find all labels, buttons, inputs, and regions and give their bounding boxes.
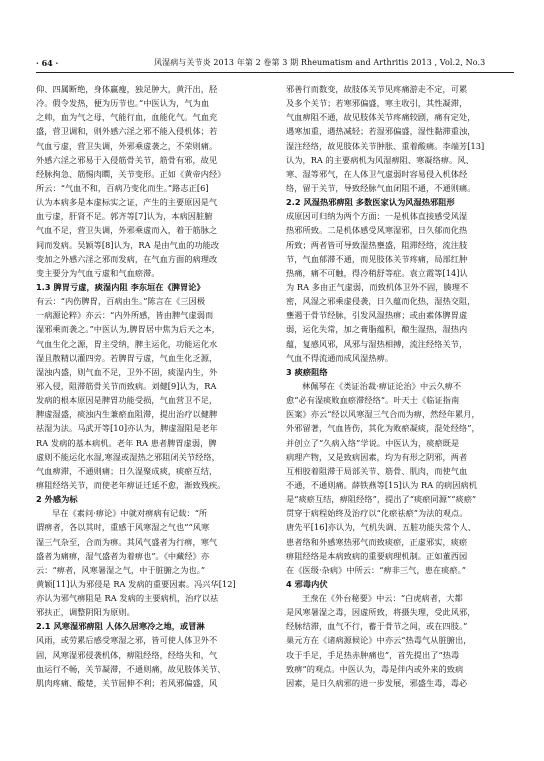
text-line: 节，气血郁滞不通，而见肢体关节疼痛，局部红肿 xyxy=(286,253,468,264)
text-line: 血亏虚，肝肾不足。郭齐等[7]认为，本病因脏腑 xyxy=(36,211,213,222)
text-line: 谓痹者，各以其时，重感于风寒湿之气也”“风寒 xyxy=(36,522,210,533)
text-line: 认为，RA 的主要病机为风湿痹阻、寒凝络痹。风、 xyxy=(286,154,474,165)
text-line: 病理产物，又是致病因素，均为有形之阴邪，两者 xyxy=(286,451,468,462)
text-line: 风雨，或劳累后感受寒湿之邪，皆可使人体卫外不 xyxy=(36,635,218,646)
section-heading-line: 2.2 风湿热邪痹阻 多数医家认为风湿热邪阻形 xyxy=(286,197,455,208)
section-heading-line: 3 痰瘀阻络 xyxy=(286,366,328,377)
text-line: 气血痹滞，不通则痛；日久湿聚成痰，痰瘀互结， xyxy=(36,465,218,476)
text-line: 痹阻经络关节，而使老年痹证迁延不愈，渐致残疾。 xyxy=(36,479,226,490)
text-line: 是“痰瘀互结，痹阻经络”，提出了“痰瘀同源”“痰瘀” xyxy=(286,494,477,505)
text-line: 壅遏于骨节经脉，引发风湿热痹；或由素体脾胃虚 xyxy=(286,310,468,321)
text-line: 遇寒加重，遇热减轻；若湿邪偏盛，湿性黏滞重浊， xyxy=(286,126,476,137)
running-header xyxy=(36,56,514,73)
text-line: 湿邪乘而袭之。”中医认为,脾胃居中焦为后天之本， xyxy=(36,324,221,335)
text-line: 热痛，痛不可触，得冷稍舒等症。袁立霞等[14]认 xyxy=(286,267,468,278)
text-line: 仰、四属断绝，身体羸瘦，独足肿大，黄汗出，胫 xyxy=(36,84,218,94)
text-line: 攻于手足，手足热赤肿痛也”，首先提出了“热毒 xyxy=(286,649,460,660)
text-line: 邪扶正，调整阴阳为原则。 xyxy=(36,607,135,618)
text-line: 早在《素问·痹论》中就对痹病有记载：“所 xyxy=(52,508,208,519)
text-line: 所致；两者皆可导致湿热壅盛，阻滞经络，流注肢 xyxy=(286,239,468,250)
text-line: 在《医级·杂病》中所云：“痹非三气，患在痰瘀。” xyxy=(286,564,467,575)
text-line: 湿浊内盛，则气血不足，卫外不固，痰湿内生，外 xyxy=(36,366,218,377)
text-line: 气血痹阻不通，故见肢体关节疼痛较剧，痛有定处， xyxy=(286,112,476,123)
text-line: 固，风寒湿邪侵袭机体，痹阻经络，经络失和，气 xyxy=(36,649,218,660)
text-line: 愈“必有湿痰败血瘀滞经络”。叶天士《临证指南 xyxy=(286,395,460,406)
page-number: · 64 · xyxy=(36,58,59,68)
text-line: 湿三气杂至，合而为痹。其风气盛者为行痹，寒气 xyxy=(36,536,218,547)
text-line: 热邪所致。二是机体感受风寒湿邪，日久郁而化热 xyxy=(286,225,468,236)
text-line: 亦认为邪气痹阻是 RA 发病的主要病机，治疗以祛 xyxy=(36,593,219,604)
text-line: 林佩琴在《类证治裁·痹证论治》中云久痹不 xyxy=(302,380,462,391)
text-line: 之帅，血为气之母，气能行血，血能化气。气血充 xyxy=(36,112,218,123)
section-heading-line: 2 外感为标 xyxy=(36,494,78,505)
text-line: 因素，是日久病邪的进一步发展，邪盛生毒，毒必 xyxy=(286,677,468,688)
text-line: 互相胶着阻滞于局部关节、筋骨、肌肉，而使气血 xyxy=(286,465,468,476)
text-line: 巢元方在《诸病源候论》中亦云“热毒气从脏腑出， xyxy=(286,635,472,646)
article-body xyxy=(36,82,514,732)
text-line: 盛，营卫调和，则外感六淫之邪不能入侵机体；若 xyxy=(36,126,218,137)
text-line: 是风寒暑湿之毒，因虚所致，将摄失理，受此风邪， xyxy=(286,607,476,618)
text-line: 肌肉疼痛、酸楚，关节屈伸不利；若风邪偏盛，风 xyxy=(36,677,218,688)
text-line: 密，风湿之邪乘虚侵袭，日久蕴而化热，湿热交阻， xyxy=(286,296,476,307)
text-line: 发病的根本原因是脾胃功能受损，气血营卫不足， xyxy=(36,395,218,406)
text-line: 变加之外感六淫之邪而发病，在气血方面的病理改 xyxy=(36,253,218,264)
text-line: 气血不得流通而成风湿热痹。 xyxy=(286,352,394,363)
text-line: 脾虚湿盛，痰浊内生兼瘀血阻滞，提出治疗以健脾 xyxy=(36,409,218,420)
text-line: 间而发病。吴颖等[8]认为，RA 是由气血的功能改 xyxy=(36,239,220,250)
text-line: 气血亏虚，营卫失调，外邪乘虚袭之，不荣则痛。 xyxy=(36,140,218,151)
section-heading-line: 2.1 风寒湿邪痹阻 人体久居寒冷之地，或冒淋 xyxy=(36,621,205,632)
text-line: 变主要分为气血亏虚和气血瘀滞。 xyxy=(36,267,160,278)
text-line: 一病源论粹》亦云：“内外所感，皆由脾气虚弱而 xyxy=(36,310,214,321)
text-line: 虚则不能运化水湿,寒湿或湿热之邪阻闭关节经络， xyxy=(36,451,220,462)
text-line: 络，留于关节，导致经脉气血闭阻不通，不通则痛。 xyxy=(286,182,476,193)
journal-header: 风湿病与关节炎 2013 年第 2 卷第 3 期 Rheumatism and Arthritis 2013 , Vol.2, No.3 xyxy=(154,58,486,67)
text-line: 蕴，复感风邪，风邪与湿热相搏，流注经络关节， xyxy=(286,338,468,349)
text-line: 及多个关节；若寒邪偏盛，寒主收引，其性凝滞， xyxy=(286,98,468,109)
text-line: 黄颖[11]认为邪侵是 RA 发病的重要因素。冯兴华[12] xyxy=(36,578,236,589)
text-line: 不通，不通则痛。薛铁燕等[15]认为 RA 的病因病机 xyxy=(286,479,478,490)
text-line: 王焘在《外台秘要》中云：“白虎病者，大都 xyxy=(302,593,463,604)
right-column xyxy=(286,82,514,690)
text-line: 冷。假令发热，便为历节也。”中医认为，气为血 xyxy=(36,98,210,109)
text-line: 经脉拘急、筋惕肉瞤，关节变形。正如《黄帝内经》 xyxy=(36,168,226,179)
text-line: 有云：“内伤脾胃，百病由生。”陈言在《三因极 xyxy=(36,296,206,307)
text-line: RA 发病的基本病机。老年 RA 患者脾胃虚弱，脾 xyxy=(36,437,217,448)
text-line: 气血不足，营卫失调，外邪乘虚而入，着于筋脉之 xyxy=(36,225,218,236)
text-line: 气血生化之源，胃主受纳，脾主运化，功能运化水 xyxy=(36,338,218,349)
text-line: 云：“痹者，风寒暑湿之气，中于脏腑之为也。” xyxy=(36,564,206,575)
text-line: 贯穿于病程始终及治疗以“化瘀祛瘀”为法的观点。 xyxy=(286,508,468,519)
text-line: 湿且散精以灌四旁。若脾胃亏虚，气血生化乏源， xyxy=(36,352,218,363)
left-column xyxy=(36,82,264,690)
text-line: 唐先平[16]亦认为，气机失调、五脏功能失常个人、 xyxy=(286,522,476,533)
text-line: 祛湿为法。马武开等[10]亦认为，脾虚湿阻是老年 xyxy=(36,423,218,434)
section-heading-line: 4 邪毒内伏 xyxy=(286,578,328,589)
text-line: 所云：“气血不和，百病乃变化而生。”路志正[6] xyxy=(36,182,209,193)
text-line: 外感六淫之邪易于入侵筋骨关节，筋骨有邪，故见 xyxy=(36,154,218,165)
text-line: 痹阻经络是本病致病的重要病理机制。正如董西园 xyxy=(286,550,468,561)
text-line: 血运行不畅，关节凝滞，不通则痛，故见肢体关节、 xyxy=(36,663,226,674)
text-line: 寒、湿等邪气，在人体卫气虚弱时容易侵入机体经 xyxy=(286,168,468,179)
text-line: 致痹”的观点。中医认为，毒是伴内或外来的致病 xyxy=(286,663,464,674)
text-line: 外邪留著，气血皆伤，其化为败瘀凝痰，混处经络”， xyxy=(286,423,480,434)
text-line: 弱，运化失常，加之膏脂蕴积，酿生湿热，湿热内 xyxy=(286,324,468,335)
text-line: 并创立了“久病入络”学说。中医认为，痰瘀既是 xyxy=(286,437,460,448)
text-line: 湿注经络，故见肢体关节肿胀、重着酸痛。李端芳[13] xyxy=(286,140,485,151)
text-line: 成原因可归纳为两个方面：一是机体直接感受风湿 xyxy=(286,211,468,222)
text-line: 认为本病多是本虚标实之证，产生的主要原因是气 xyxy=(36,197,218,208)
text-line: 患者络和外感寒热邪气而致痰瘀，正虚邪实，痰瘀 xyxy=(286,536,468,547)
text-line: 经脉结滞，血气不行，蓄于骨节之间，或在四肢。” xyxy=(286,621,468,632)
text-line: 为 RA 多由正气虚弱，而致机体卫外不固，腠理不 xyxy=(286,281,469,292)
text-line: 邪善行而数变，故肢体关节见疼痛游走不定，可累 xyxy=(286,84,468,94)
text-line: 盛者为痛痹，湿气盛者为着痹也”。《中藏经》亦 xyxy=(36,550,210,561)
section-heading-line: 1.3 脾胃亏虚，痰湿内阻 李东垣在《脾胃论》 xyxy=(36,281,205,292)
text-line: 医案》亦云“经以风寒湿三气合而为痹，然经年累月， xyxy=(286,409,480,420)
text-line: 邪入侵，阻滞筋骨关节而致病。刘健[9]认为，RA xyxy=(36,380,217,391)
